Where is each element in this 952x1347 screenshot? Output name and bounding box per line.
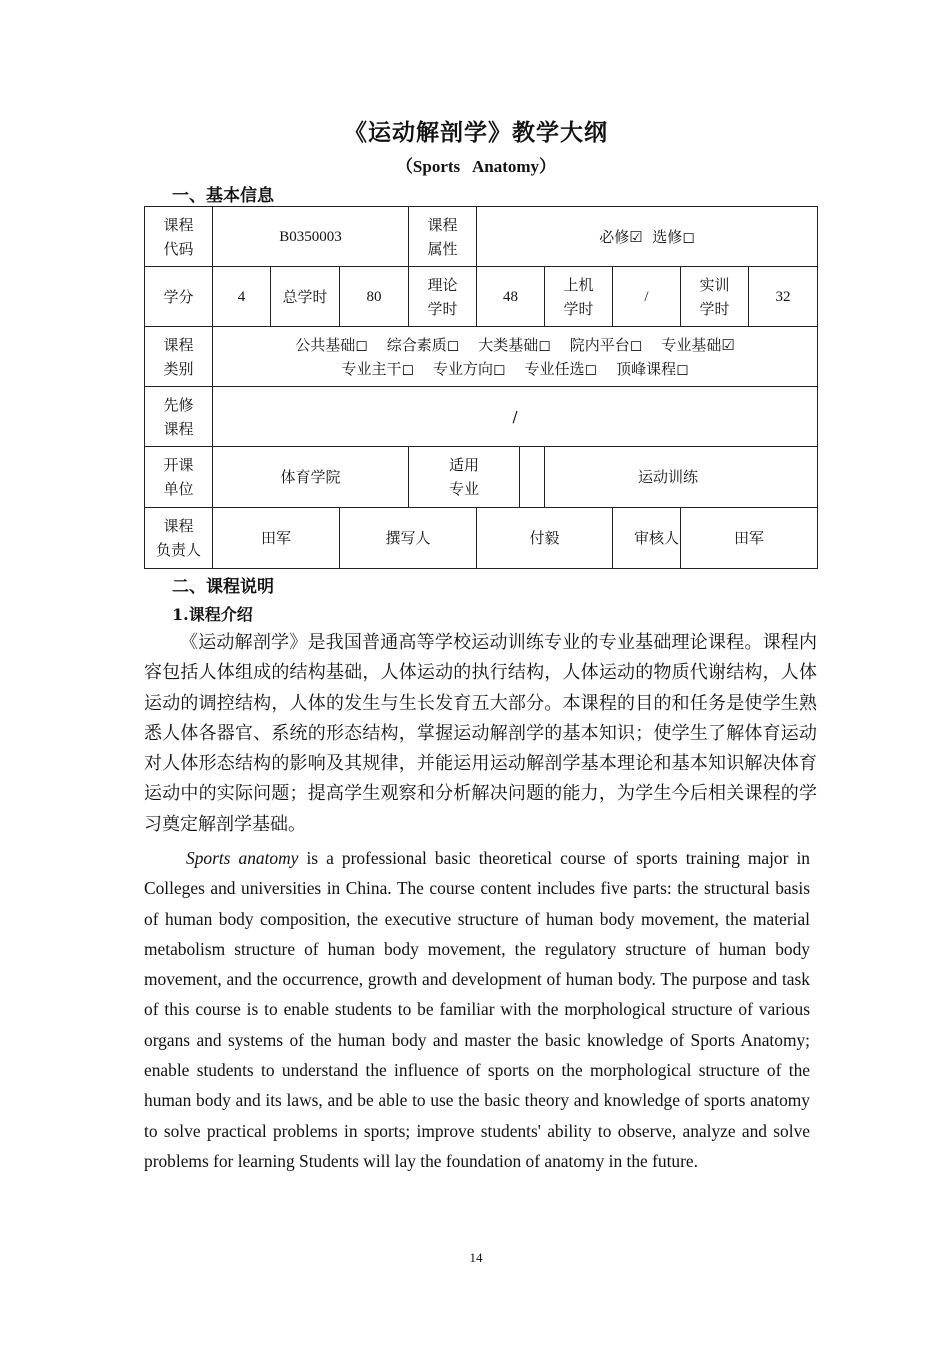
course-leader-value: 田军 <box>213 508 340 569</box>
practice-hours-label: 实训 学时 <box>681 267 749 327</box>
course-category-label: 课程 类别 <box>145 327 213 387</box>
intro-english-course-name: Sports anatomy <box>186 848 299 868</box>
total-hours-value: 80 <box>340 267 409 327</box>
intro-english-body: is a professional basic theoretical course of sports training major in Colleges and universities in China. The course content includes five parts: the structural basis of human body composition, the executive structure of human body movement, the material metabolism structure of human body movement, the regulatory structure of human body movement, and the occurrence, growth and development of human body. The purpose and task of this course is to enable students to be familiar with the morphological structure of various organs and systems of the human body and master the basic knowledge of Sports Anatomy; enable students to understand the influence of sports on the morphological structure of the human body and its laws, and be able to use the basic theory and knowledge of sports anatomy to solve practical problems in sports; improve students' ability to observe, analyze and solve problems for learning Students will lay the foundation of anatomy in the future. <box>144 848 810 1171</box>
table-row <box>145 207 818 267</box>
section-basic-info-heading: 一、基本信息 <box>172 186 274 206</box>
prerequisite-label: 先修 课程 <box>145 387 213 447</box>
total-hours-label: 总学时 <box>271 267 340 327</box>
course-category-line-1: 公共基础◻ 综合素质◻ 大类基础◻ 院内平台◻ 专业基础☑ <box>295 335 735 354</box>
section-course-description-heading: 二、课程说明 <box>172 577 274 597</box>
offering-unit-label: 开课 单位 <box>145 447 213 508</box>
doc-title: 《运动解剖学》教学大纲 <box>344 119 608 146</box>
applicable-major-label: 适用 专业 <box>409 447 520 507</box>
course-leader-label: 课程 负责人 <box>145 508 213 569</box>
table-row <box>145 267 818 327</box>
table-row <box>145 447 818 508</box>
theory-hours-label: 理论 学时 <box>409 267 477 327</box>
basic-info-table <box>144 206 818 569</box>
course-attribute-value: 必修☑ 选修◻ <box>477 207 818 267</box>
prerequisite-value: / <box>213 387 818 447</box>
table-row <box>145 387 818 447</box>
applicable-major-cell <box>409 447 545 508</box>
intro-paragraph-chinese: 《运动解剖学》是我国普通高等学校运动训练专业的专业基础理论课程。课程内容包括人体组成的结构基础，人体运动的执行结构，人体运动的物质代谢结构，人体运动的调控结构，人体的发生与生长发育五大部分。本课程的目的和任务是使学生熟悉人体各器官、系统的形态结构，掌握运动解剖学的基本知识；使学生了解体育运动对人体形态结构的影响及其规律，并能运用运动解剖学基本理论和基本知识解决体育运动中的实际问题；提高学生观察和分析解决问题的能力，为学生今后相关课程的学习奠定解剖学基础。 <box>144 632 817 835</box>
lab-hours-label: 上机 学时 <box>545 267 613 327</box>
intro-paragraph-english <box>144 843 810 1176</box>
reviewer-name: 田军 <box>734 529 765 547</box>
course-category-line-2: 专业主干◻ 专业方向◻ 专业任选◻ 顶峰课程◻ <box>341 359 689 378</box>
course-code-value: B0350003 <box>213 207 409 267</box>
course-code-label: 课程 代码 <box>145 207 213 267</box>
doc-subtitle: （Sports Anatomy） <box>395 157 557 176</box>
table-row <box>145 508 818 569</box>
course-category-value <box>213 327 818 387</box>
page-number: 14 <box>469 1250 483 1265</box>
credits-value: 4 <box>213 267 271 327</box>
table-row <box>145 327 818 387</box>
writer-label: 撰写人 <box>340 508 477 569</box>
writer-value: 付毅 <box>477 508 613 569</box>
theory-hours-value: 48 <box>477 267 545 327</box>
lab-hours-value: / <box>613 267 681 327</box>
course-attribute-label: 课程 属性 <box>409 207 477 267</box>
reviewer-value <box>634 508 818 569</box>
credits-label: 学分 <box>145 267 213 327</box>
applicable-major-value: 运动训练 <box>532 447 805 508</box>
practice-hours-value: 32 <box>749 267 818 327</box>
reviewer-label: 审核人 <box>634 529 680 547</box>
course-intro-heading: 1.课程介绍 <box>172 605 253 624</box>
offering-unit-value: 体育学院 <box>213 447 409 508</box>
